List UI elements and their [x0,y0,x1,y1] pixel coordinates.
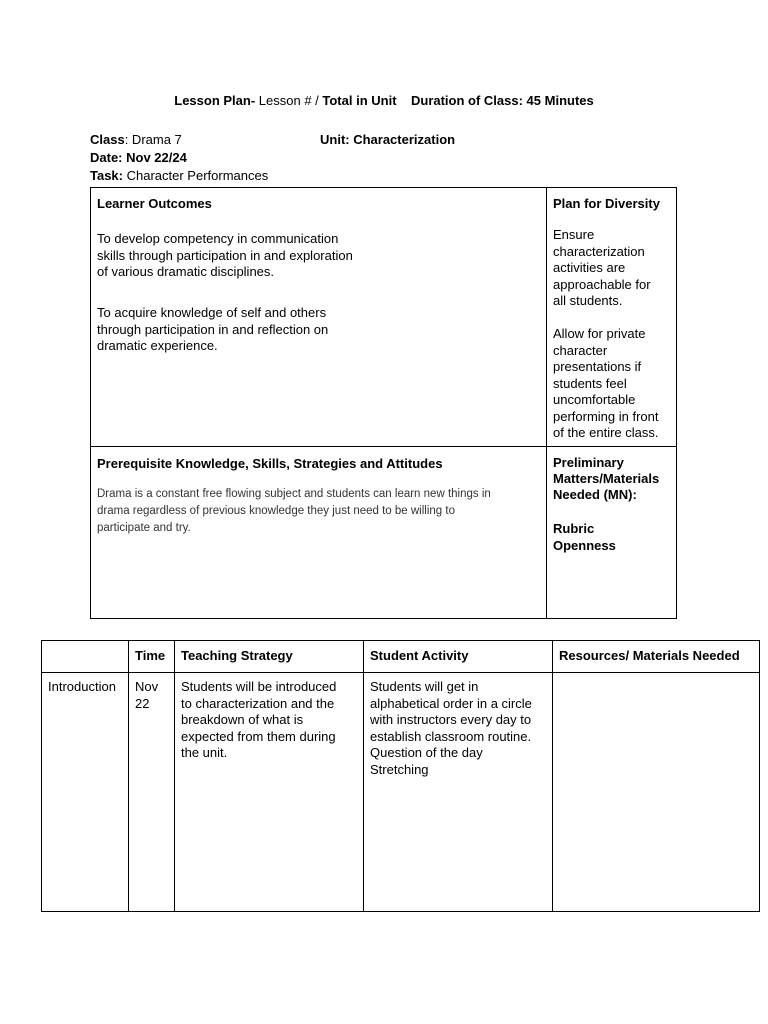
time-line: 22 [135,695,150,711]
column-header [42,641,129,673]
teaching-strategy-line: breakdown of what is [181,712,304,727]
student-activity-line: establish classroom routine. [370,728,532,744]
teaching-strategy-cell [175,673,364,912]
lesson-plan-label: Lesson Plan- [174,93,256,108]
activity-table [41,640,760,912]
column-header-time: Time [129,641,175,673]
total-in-unit: Total in Unit [322,93,397,108]
outcome-2 [97,305,328,355]
task-label: Task: [90,168,123,183]
diversity-line: of the entire class. [553,425,659,440]
task-value: Character Performances [123,168,269,183]
time-cell [129,673,175,912]
diversity-para-1 [553,227,651,310]
prerequisite-heading: Prerequisite Knowledge, Skills, Strategies and Attitudes [97,456,443,471]
resources-cell [553,673,760,912]
lesson-plan-title [0,92,768,110]
learner-outcomes-heading: Learner Outcomes [97,196,212,211]
outcome-1-line: of various dramatic disciplines. [97,264,275,279]
preliminary-heading-line: Preliminary [553,455,624,470]
diversity-line: character [553,342,608,358]
diversity-line: Ensure [553,227,595,242]
column-header-resources: Resources/ Materials Needed [553,641,760,673]
preliminary-item: Rubric [553,521,595,536]
diversity-line: presentations if [553,359,642,374]
task-line [90,167,268,184]
diversity-line: Allow for private [553,326,646,341]
preliminary-item: Openness [553,538,616,553]
plan-box [90,187,677,619]
preliminary-items [553,520,616,554]
class-line [90,131,182,148]
unit-line: Unit: Characterization [320,132,456,147]
date-line: Date: Nov 22/24 [90,150,187,165]
preliminary-heading-line: Matters/Materials [553,471,660,486]
student-activity-line: Question of the day [370,745,483,760]
table-header-row [42,641,760,673]
outcome-2-line: To acquire knowledge of self and others [97,305,327,320]
teaching-strategy-line: to characterization and the [181,695,335,711]
column-header-teaching-strategy: Teaching Strategy [175,641,364,673]
teaching-strategy-line: expected from them during [181,728,336,744]
student-activity-line: Stretching [370,761,429,777]
teaching-strategy-line: the unit. [181,745,228,760]
diversity-line: performing in front [553,408,659,424]
class-value: : Drama 7 [124,132,182,147]
outcome-1-line: To develop competency in communication [97,231,339,246]
diversity-line: uncomfortable [553,392,636,407]
outcome-2-line: dramatic experience. [97,338,218,353]
outcome-1-line: skills through participation in and exploration [97,247,353,263]
diversity-line: all students. [553,293,623,308]
outcome-1 [97,231,353,281]
phase-cell: Introduction [42,673,129,912]
plan-for-diversity-heading: Plan for Diversity [553,196,660,211]
lesson-number: Lesson # / [255,93,323,108]
student-activity-line: alphabetical order in a circle [370,695,532,711]
prerequisite-line: Drama is a constant free flowing subject and students can learn new things in [97,488,491,500]
table-row [42,673,760,912]
prerequisite-line: participate and try. [97,522,191,534]
column-header-student-activity: Student Activity [364,641,553,673]
row-divider [91,446,676,447]
class-label: Class [90,132,125,147]
teaching-strategy-line: Students will be introduced [181,679,337,694]
column-divider [546,188,547,618]
preliminary-heading [553,455,659,503]
prerequisite-text [97,486,491,537]
diversity-line: characterization [553,243,645,259]
prerequisite-line: drama regardless of previous knowledge they just need to be willing to [97,505,455,517]
diversity-line: activities are [553,260,626,275]
student-activity-cell [364,673,553,912]
outcome-2-line: through participation in and reflection on [97,321,329,337]
class-duration: Duration of Class: 45 Minutes [410,93,594,108]
student-activity-line: Students will get in [370,679,479,694]
diversity-line: approachable for [553,276,651,292]
preliminary-heading-line: Needed (MN): [553,487,637,502]
time-line: Nov [135,679,159,694]
diversity-line: students feel [553,375,627,391]
student-activity-line: with instructors every day to [370,712,532,727]
diversity-para-2 [553,326,659,442]
